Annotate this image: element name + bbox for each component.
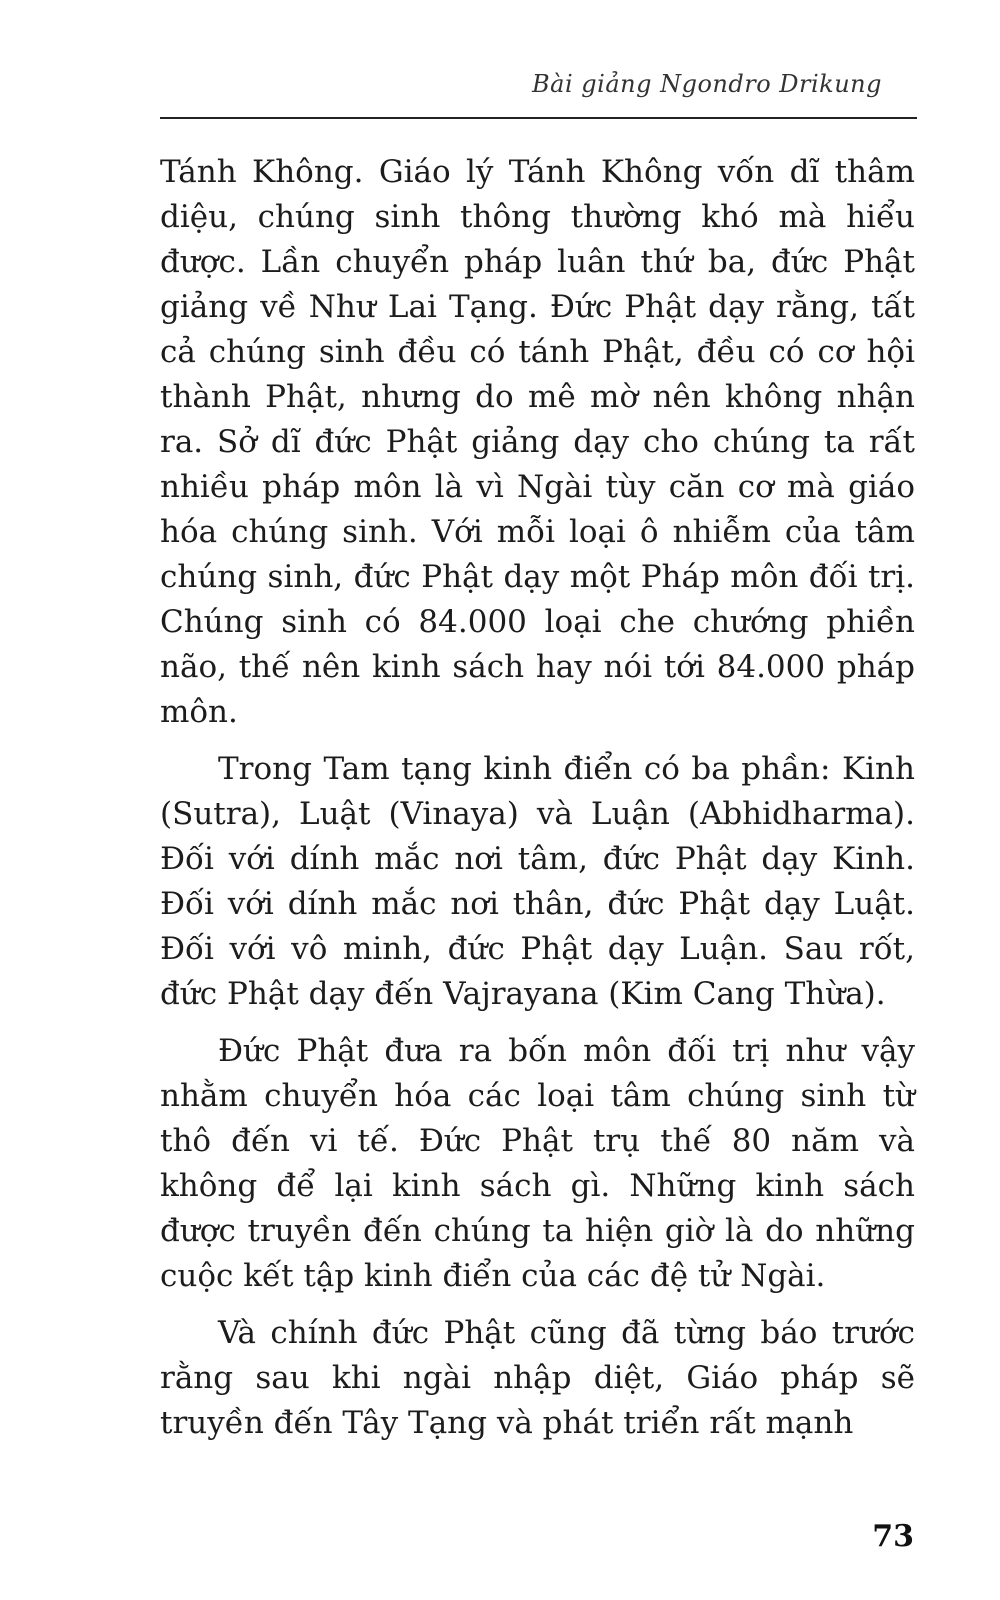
paragraph-continued: Tánh Không. Giáo lý Tánh Không vốn dĩ thâm diệu, chúng sinh thông thường khó mà hiểu được. Lần chuyển pháp luân thứ ba, đức Phật giảng về Như Lai Tạng. Đức Phật dạy rằng, tất cả chúng sinh đều có tánh Phật, đều có cơ hội thành Phật, nhưng do mê mờ nên không nhận ra. Sở dĩ đức Phật giảng dạy cho chúng ta rất nhiều pháp môn là vì Ngài tùy căn cơ mà giáo hóa chúng sinh. Với mỗi loại ô nhiễm của tâm chúng sinh, đức Phật dạy một Pháp môn đối trị. Chúng sinh có 84.000 loại che chướng phiền não, thế nên kinh sách hay nói tới 84.000 pháp môn. [160,154,915,730]
header-divider [160,117,917,119]
page-number: 73 [872,1519,914,1554]
running-header-title: Bài giảng Ngondro Drikung [532,70,882,98]
paragraph: Và chính đức Phật cũng đã từng báo trước rằng sau khi ngài nhập diệt, Giáo pháp sẽ truyền đến Tây Tạng và phát triển rất mạnh [160,1315,915,1441]
page-body [160,150,915,1458]
paragraph: Trong Tam tạng kinh điển có ba phần: Kinh (Sutra), Luật (Vinaya) và Luận (Abhidharma). Đối với dính mắc nơi tâm, đức Phật dạy Kinh. Đối với dính mắc nơi thân, đức Phật dạy Luật. Đối với vô minh, đức Phật dạy Luận. Sau rốt, đức Phật dạy đến Vajrayana (Kim Cang Thừa). [160,751,915,1012]
paragraph: Đức Phật đưa ra bốn môn đối trị như vậy nhằm chuyển hóa các loại tâm chúng sinh từ thô đến vi tế. Đức Phật trụ thế 80 năm và không để lại kinh sách gì. Những kinh sách được truyền đến chúng ta hiện giờ là do những cuộc kết tập kinh điển của các đệ tử Ngài. [160,1033,915,1294]
